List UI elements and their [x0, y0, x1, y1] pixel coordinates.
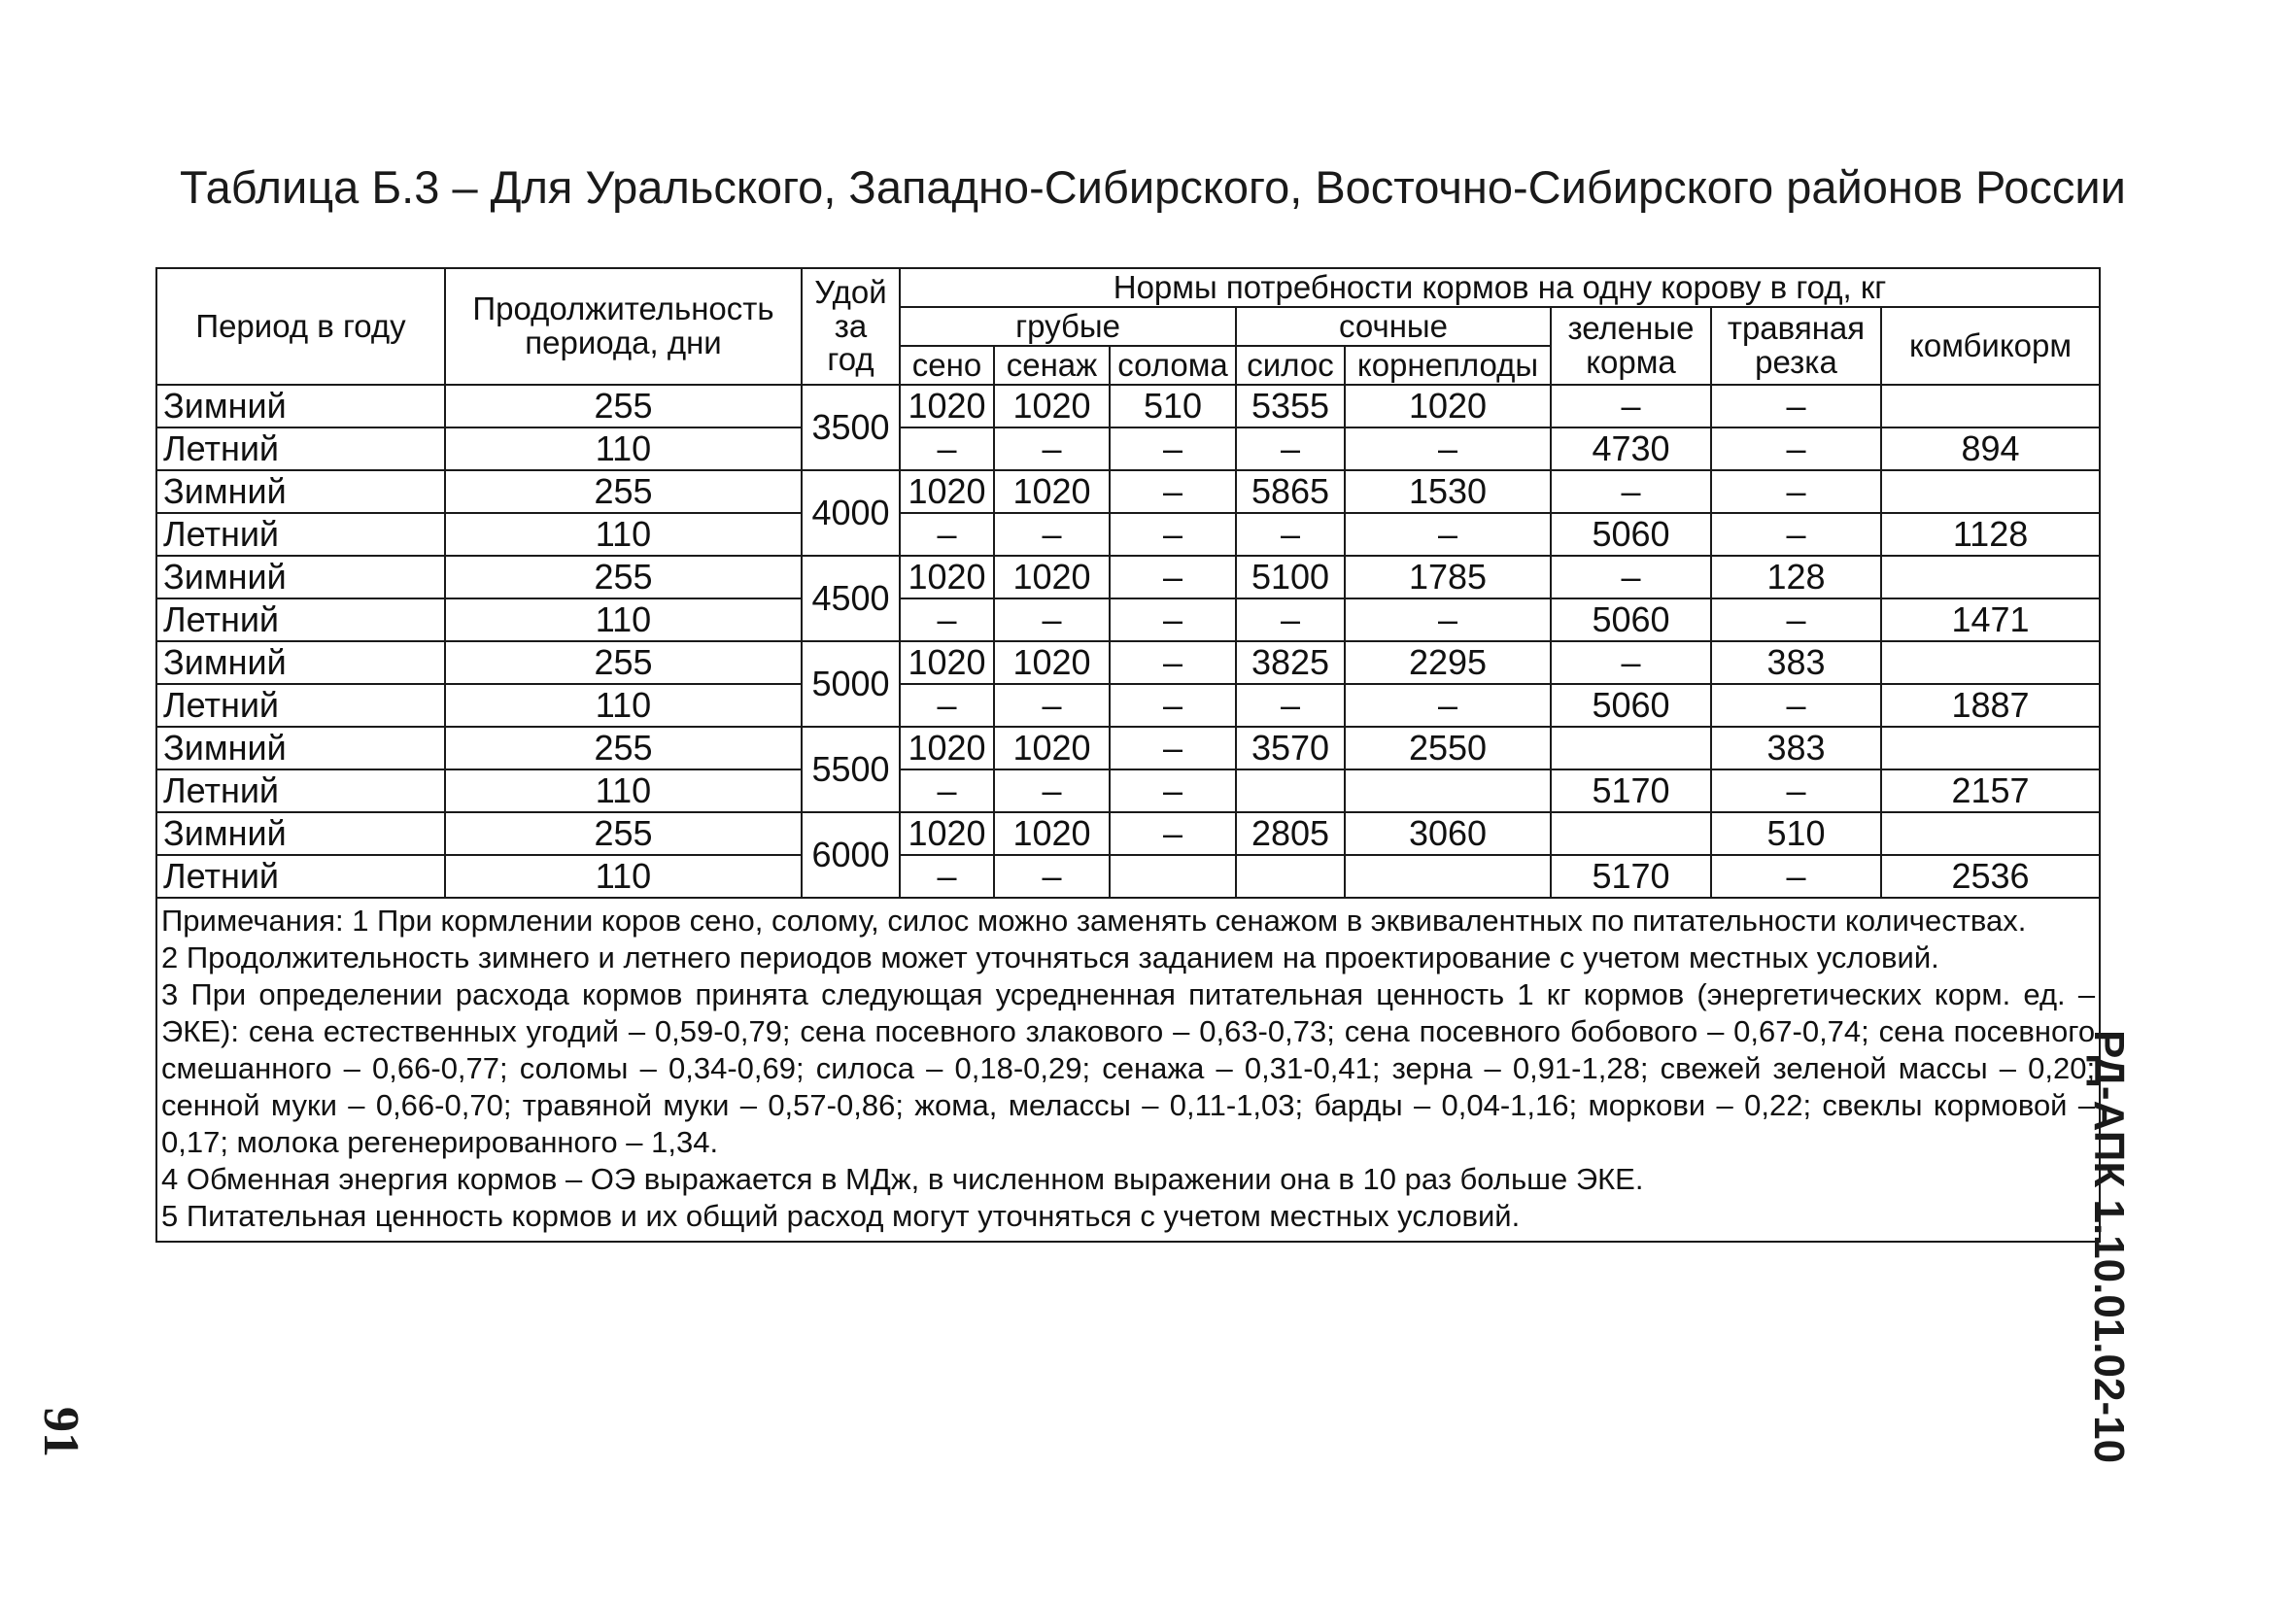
header-grass — [1711, 307, 1881, 385]
hay-cell: 1020 — [900, 470, 994, 513]
duration-cell: 255 — [445, 385, 802, 427]
compound-feed-cell: 1887 — [1881, 684, 2100, 727]
roots-cell — [1345, 855, 1551, 898]
feed-norms-table — [155, 267, 2101, 1243]
haylage-cell: 1020 — [994, 385, 1110, 427]
hay-cell: – — [900, 513, 994, 556]
note-2: 2 Продолжительность зимнего и летнего периодов может уточняться заданием на проектирование с учетом местных условий. — [161, 940, 1939, 974]
green-feed-cell: – — [1551, 470, 1711, 513]
silage-cell: 2805 — [1236, 812, 1345, 855]
period-cell: Летний — [156, 513, 445, 556]
period-cell: Летний — [156, 427, 445, 470]
silage-cell: 5355 — [1236, 385, 1345, 427]
period-cell: Летний — [156, 855, 445, 898]
compound-feed-cell — [1881, 812, 2100, 855]
period-cell: Зимний — [156, 470, 445, 513]
roots-cell: 1020 — [1345, 385, 1551, 427]
duration-cell: 110 — [445, 769, 802, 812]
table-row — [156, 641, 2100, 684]
silage-cell: – — [1236, 684, 1345, 727]
straw-cell: – — [1110, 727, 1236, 769]
period-cell: Летний — [156, 684, 445, 727]
yield-cell: 6000 — [802, 812, 900, 898]
haylage-cell: – — [994, 513, 1110, 556]
roots-cell: – — [1345, 684, 1551, 727]
notes-block — [156, 898, 2100, 1242]
compound-feed-cell — [1881, 385, 2100, 427]
period-cell: Зимний — [156, 556, 445, 598]
haylage-cell: – — [994, 855, 1110, 898]
straw-cell: – — [1110, 556, 1236, 598]
compound-feed-cell — [1881, 727, 2100, 769]
header-duration — [445, 268, 802, 385]
straw-cell: – — [1110, 598, 1236, 641]
header-haylage: сенаж — [994, 346, 1110, 385]
silage-cell: – — [1236, 513, 1345, 556]
silage-cell: 5865 — [1236, 470, 1345, 513]
header-grass-line1: травяная — [1727, 310, 1866, 347]
straw-cell: – — [1110, 769, 1236, 812]
table-row — [156, 513, 2100, 556]
silage-cell: 3825 — [1236, 641, 1345, 684]
table-row — [156, 812, 2100, 855]
straw-cell: – — [1110, 470, 1236, 513]
green-feed-cell: 5060 — [1551, 684, 1711, 727]
grass-cut-cell: 383 — [1711, 727, 1881, 769]
compound-feed-cell — [1881, 641, 2100, 684]
duration-cell: 255 — [445, 470, 802, 513]
hay-cell: – — [900, 427, 994, 470]
note-3: 3 При определении расхода кормов принята следующая усредненная питательная ценность 1 кг кормов (энергетических корм. ед. – ЭКЕ): сена естественных угодий – 0,59-0,79; сена посевного злакового – 0,63-0,73; сена посевного бобового – 0,67-0,74; сена посевного смешанного – 0,66-0,77; соломы – 0,34-0,69; силоса – 0,18-0,29; сенажа – 0,31-0,41; зерна – 0,91-1,28; свежей зеленой массы – 0,20; сенной муки – 0,66-0,70; травяной муки – 0,57-0,86; жома, мелассы – 0,11-1,03; барды – 0,04-1,16; моркови – 0,22; свеклы кормовой – 0,17; молока регенерированного – 1,34. — [161, 977, 2096, 1159]
header-succulent: сочные — [1236, 307, 1551, 346]
straw-cell: – — [1110, 812, 1236, 855]
grass-cut-cell: 510 — [1711, 812, 1881, 855]
green-feed-cell: 5060 — [1551, 513, 1711, 556]
duration-cell: 110 — [445, 598, 802, 641]
silage-cell: – — [1236, 427, 1345, 470]
period-cell: Зимний — [156, 727, 445, 769]
header-grass-line2: резка — [1755, 344, 1837, 380]
grass-cut-cell: – — [1711, 598, 1881, 641]
period-cell: Летний — [156, 769, 445, 812]
table-row — [156, 470, 2100, 513]
header-hay: сено — [900, 346, 994, 385]
grass-cut-cell: 128 — [1711, 556, 1881, 598]
table-title: Таблица Б.3 – Для Уральского, Западно-Сибирского, Восточно-Сибирского районов России — [180, 161, 2126, 213]
table-row — [156, 556, 2100, 598]
header-green — [1551, 307, 1711, 385]
period-cell: Зимний — [156, 812, 445, 855]
table-row — [156, 385, 2100, 427]
duration-cell: 255 — [445, 812, 802, 855]
compound-feed-cell: 1471 — [1881, 598, 2100, 641]
silage-cell: 5100 — [1236, 556, 1345, 598]
period-cell: Зимний — [156, 641, 445, 684]
yield-cell: 5000 — [802, 641, 900, 727]
grass-cut-cell: – — [1711, 513, 1881, 556]
green-feed-cell — [1551, 812, 1711, 855]
straw-cell: 510 — [1110, 385, 1236, 427]
roots-cell: 3060 — [1345, 812, 1551, 855]
grass-cut-cell: – — [1711, 427, 1881, 470]
roots-cell: 1785 — [1345, 556, 1551, 598]
hay-cell: – — [900, 684, 994, 727]
haylage-cell: – — [994, 684, 1110, 727]
period-cell: Летний — [156, 598, 445, 641]
duration-cell: 110 — [445, 855, 802, 898]
roots-cell: – — [1345, 513, 1551, 556]
note-4: 4 Обменная энергия кормов – ОЭ выражается в МДж, в численном выражении она в 10 раз больше ЭКЕ. — [161, 1162, 1644, 1196]
table-row — [156, 427, 2100, 470]
roots-cell: 2550 — [1345, 727, 1551, 769]
duration-cell: 110 — [445, 684, 802, 727]
table-body — [156, 385, 2100, 898]
header-period: Период в году — [156, 268, 445, 385]
duration-cell: 110 — [445, 513, 802, 556]
note-5: 5 Питательная ценность кормов и их общий расход могут уточняться с учетом местных условий. — [161, 1199, 1521, 1233]
straw-cell: – — [1110, 641, 1236, 684]
table-row — [156, 855, 2100, 898]
grass-cut-cell: – — [1711, 385, 1881, 427]
compound-feed-cell — [1881, 556, 2100, 598]
period-cell: Зимний — [156, 385, 445, 427]
header-duration-line2: периода, дни — [525, 325, 722, 360]
header-straw: солома — [1110, 346, 1236, 385]
grass-cut-cell: – — [1711, 855, 1881, 898]
header-yield-line1: Удой — [814, 274, 887, 311]
green-feed-cell: 5060 — [1551, 598, 1711, 641]
roots-cell — [1345, 769, 1551, 812]
header-green-line1: зеленые — [1567, 310, 1695, 347]
document-code: РД-АПК 1.10.01.02-10 — [2085, 1030, 2133, 1464]
page-number: 91 — [33, 1407, 88, 1457]
hay-cell: 1020 — [900, 385, 994, 427]
yield-cell: 4000 — [802, 470, 900, 556]
silage-cell — [1236, 855, 1345, 898]
compound-feed-cell: 2157 — [1881, 769, 2100, 812]
green-feed-cell: – — [1551, 641, 1711, 684]
straw-cell: – — [1110, 513, 1236, 556]
roots-cell: – — [1345, 427, 1551, 470]
header-compound: комбикорм — [1881, 307, 2100, 385]
haylage-cell: 1020 — [994, 812, 1110, 855]
header-norms: Нормы потребности кормов на одну корову в год, кг — [900, 268, 2100, 307]
green-feed-cell: 4730 — [1551, 427, 1711, 470]
table-row — [156, 598, 2100, 641]
compound-feed-cell: 1128 — [1881, 513, 2100, 556]
compound-feed-cell — [1881, 470, 2100, 513]
compound-feed-cell: 894 — [1881, 427, 2100, 470]
header-green-line2: корма — [1586, 344, 1676, 380]
green-feed-cell — [1551, 727, 1711, 769]
hay-cell: – — [900, 598, 994, 641]
grass-cut-cell: 383 — [1711, 641, 1881, 684]
table-row — [156, 684, 2100, 727]
grass-cut-cell: – — [1711, 684, 1881, 727]
hay-cell: 1020 — [900, 641, 994, 684]
straw-cell — [1110, 855, 1236, 898]
header-duration-line1: Продолжительность — [472, 290, 774, 327]
hay-cell: 1020 — [900, 812, 994, 855]
straw-cell: – — [1110, 684, 1236, 727]
straw-cell: – — [1110, 427, 1236, 470]
haylage-cell: 1020 — [994, 641, 1110, 684]
note-1: Примечания: 1 При кормлении коров сено, солому, силос можно заменять сенажом в эквивалентных по питательности количествах. — [161, 904, 2027, 938]
yield-cell: 5500 — [802, 727, 900, 812]
hay-cell: – — [900, 855, 994, 898]
haylage-cell: 1020 — [994, 727, 1110, 769]
header-coarse: грубые — [900, 307, 1236, 346]
roots-cell: 1530 — [1345, 470, 1551, 513]
green-feed-cell: – — [1551, 385, 1711, 427]
duration-cell: 255 — [445, 556, 802, 598]
header-yield — [802, 268, 900, 385]
roots-cell: – — [1345, 598, 1551, 641]
silage-cell — [1236, 769, 1345, 812]
header-yield-line3: год — [827, 341, 874, 378]
duration-cell: 255 — [445, 727, 802, 769]
haylage-cell: – — [994, 427, 1110, 470]
compound-feed-cell: 2536 — [1881, 855, 2100, 898]
green-feed-cell: – — [1551, 556, 1711, 598]
yield-cell: 4500 — [802, 556, 900, 641]
haylage-cell: – — [994, 598, 1110, 641]
silage-cell: – — [1236, 598, 1345, 641]
green-feed-cell: 5170 — [1551, 855, 1711, 898]
table-row — [156, 727, 2100, 769]
haylage-cell: 1020 — [994, 470, 1110, 513]
yield-cell: 3500 — [802, 385, 900, 470]
header-silage: силос — [1236, 346, 1345, 385]
green-feed-cell: 5170 — [1551, 769, 1711, 812]
table-row — [156, 769, 2100, 812]
duration-cell: 110 — [445, 427, 802, 470]
haylage-cell: 1020 — [994, 556, 1110, 598]
header-yield-line2: за — [834, 307, 868, 344]
hay-cell: 1020 — [900, 556, 994, 598]
header-roots: корнеплоды — [1345, 346, 1551, 385]
grass-cut-cell: – — [1711, 769, 1881, 812]
duration-cell: 255 — [445, 641, 802, 684]
haylage-cell: – — [994, 769, 1110, 812]
grass-cut-cell: – — [1711, 470, 1881, 513]
hay-cell: 1020 — [900, 727, 994, 769]
silage-cell: 3570 — [1236, 727, 1345, 769]
roots-cell: 2295 — [1345, 641, 1551, 684]
hay-cell: – — [900, 769, 994, 812]
